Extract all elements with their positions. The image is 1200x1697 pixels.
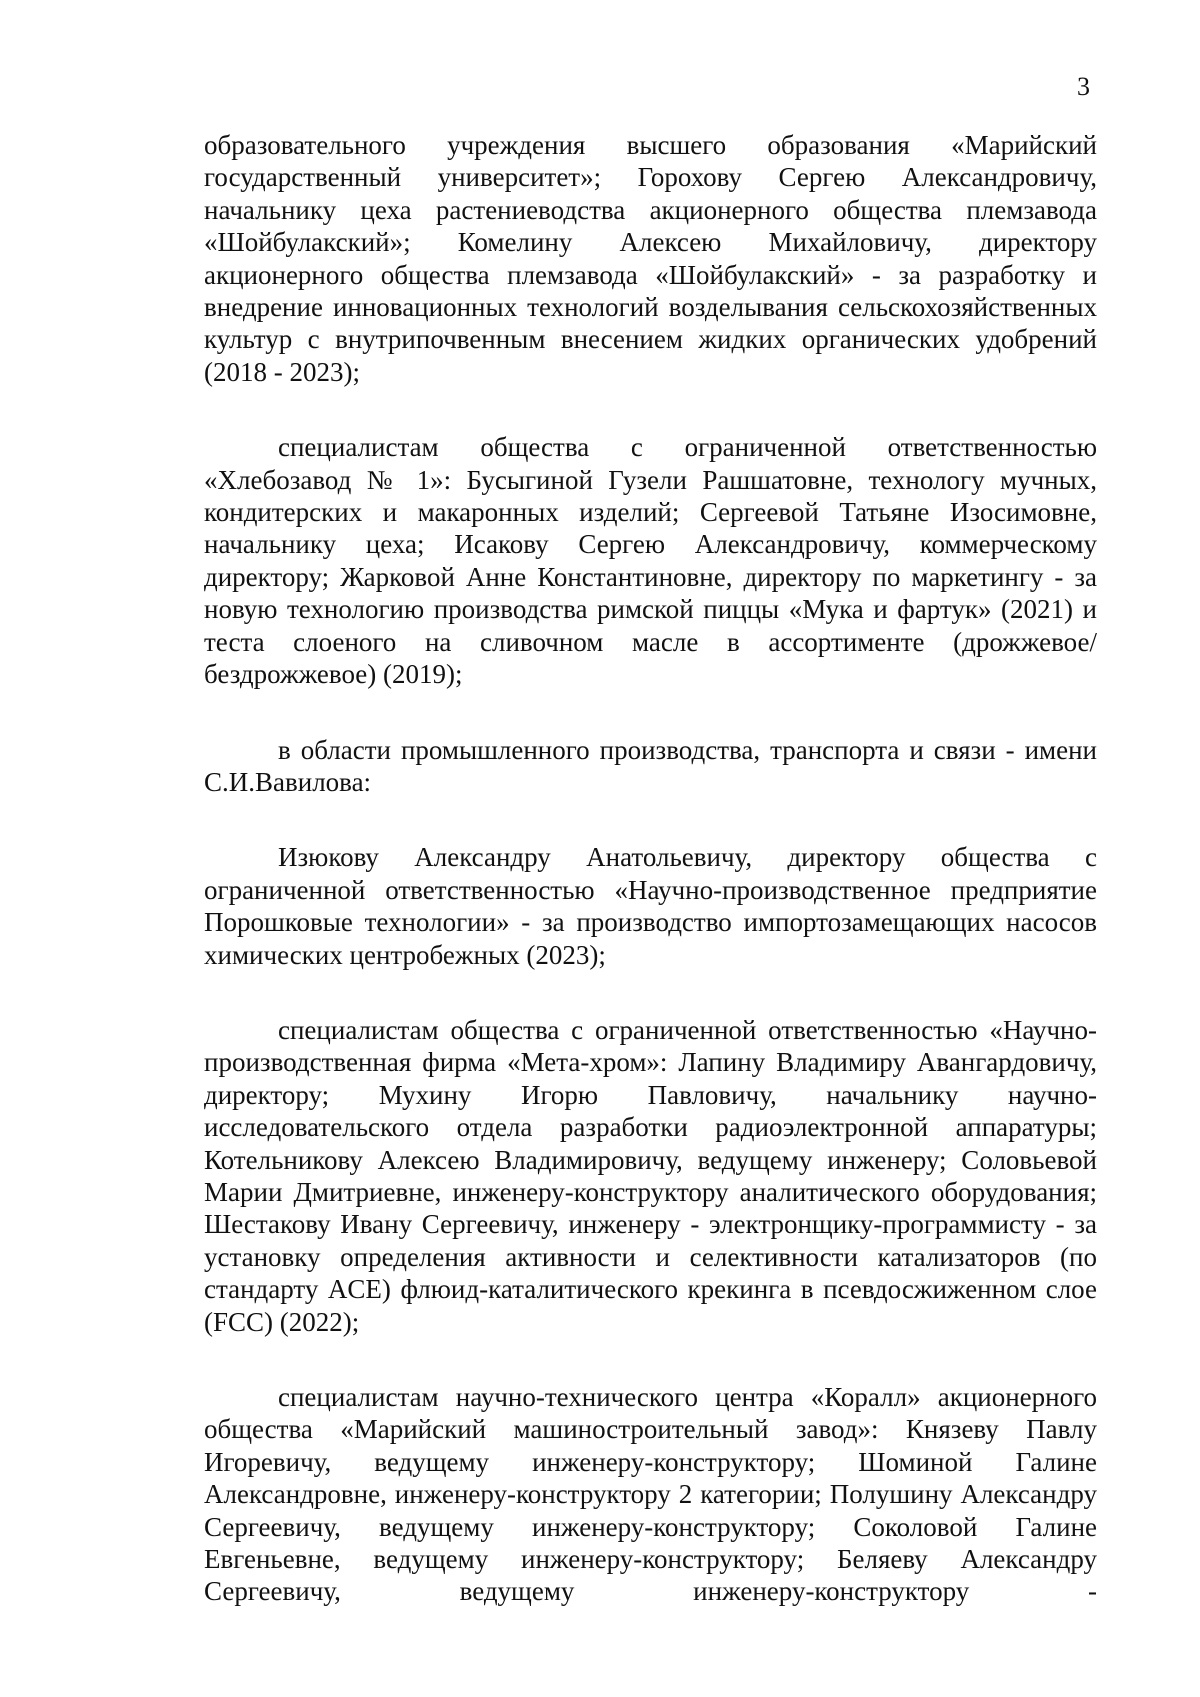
document-body [204, 129, 1097, 1651]
paragraph-khlebozavod: специалистам общества с ограниченной ответственностью «Хлебозавод № 1»: Бусыгиной Гузели Рашшатовне, технологу мучных, кондитерских и макаронных изделий; Сергеевой Татьяне Изосимовне, начальнику цеха; Исакову Сергею Александровичу, коммерческому директору; Жарковой Анне Константиновне, директору по маркетингу - за новую технологию производства римской пиццы «Мука и фартук» (2021) и теста слоеного на сливочном масле в ассортименте (дрожжевое/бездрожжевое) (2019); [204, 432, 1097, 690]
paragraph-meta-khrom: специалистам общества с ограниченной ответственностью «Научно-производственная фирма «Мета-хром»: Лапину Владимиру Авангардовичу, директору; Мухину Игорю Павловичу, начальнику научно-исследовательского отдела разработки радиоэлектронной аппаратуры; Котельникову Алексею Владимировичу, ведущему инженеру; Соловьевой Марии Дмитриевне, инженеру-конструктору аналитического оборудования; Шестакову Ивану Сергеевичу, инженеру - электронщику-программисту - за установку определения активности и селективности катализаторов (по стандарту ACE) флюид-каталитического крекинга в псевдосжиженном слое (FCC) (2022); [204, 1014, 1097, 1337]
paragraph-mari-university: образовательного учреждения высшего образования «Марийский государственный университет»; Горохову Сергею Александровичу, начальнику цеха растениеводства акционерного общества племзавода «Шойбулакский»; Комелину Алексею Михайловичу, директору акционерного общества племзавода «Шойбулакский» - за разработку и внедрение инновационных технологий возделывания сельскохозяйственных культур с внутрипочвенным внесением жидких органических удобрений (2018 - 2023); [204, 130, 1097, 387]
paragraph-korall: специалистам научно-технического центра «Коралл» акционерного общества «Марийский машиностроительный завод»: Князеву Павлу Игоревичу, ведущему инженеру-конструктору; Шоминой Галине Александровне, инженеру-конструктору 2 категории; Полушину Александру Сергеевичу, ведущему инженеру-конструктору; Соколовой Галине Евгеньевне, ведущему инженеру-конструктору; Беляеву Александру Сергеевичу, ведущему инженеру-конструктору - [204, 1382, 1097, 1607]
paragraph-izyukov: Изюкову Александру Анатольевичу, директору общества с ограниченной ответственностью «Научно-производственное предприятие Порошковые технологии» - за производство импортозамещающих насосов химических центробежных (2023); [204, 842, 1097, 970]
page-number: 3 [1077, 72, 1090, 101]
paragraph-section-industry: в области промышленного производства, транспорта и связи - имени С.И.Вавилова: [204, 734, 1097, 797]
